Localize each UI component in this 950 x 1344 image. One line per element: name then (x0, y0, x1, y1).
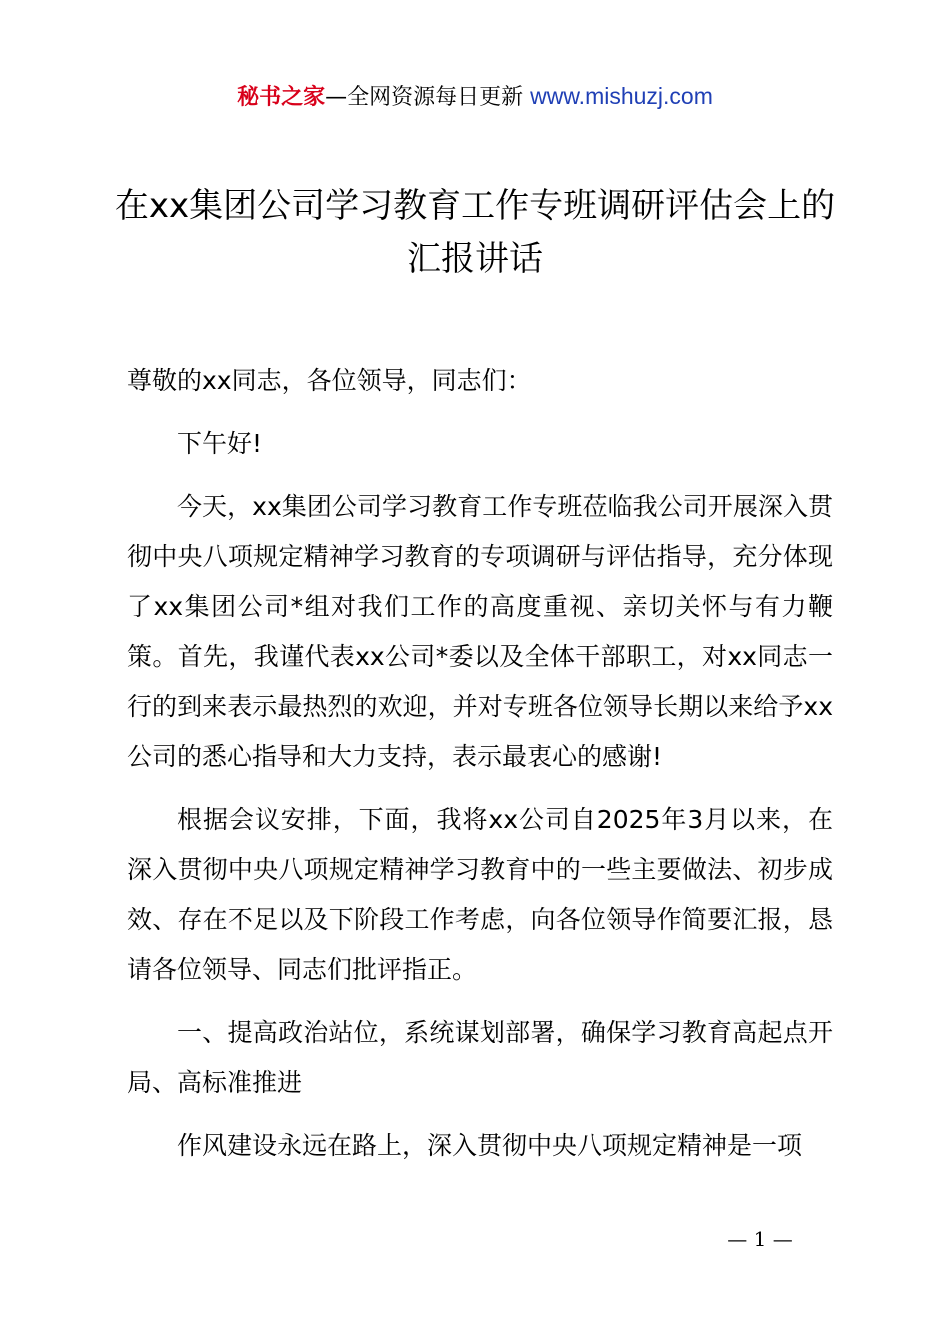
paragraph: 今天，xx集团公司学习教育工作专班莅临我公司开展深入贯彻中央八项规定精神学习教育的专项调研与评估指导，充分体现了xx集团公司*组对我们工作的高度重视、亲切关怀与有力鞭策。首先，我谨代表xx公司*委以及全体干部职工，对xx同志一行的到来表示最热烈的欢迎，并对专班各位领导长期以来给予xx公司的悉心指导和大力支持，表示最衷心的感谢! (127, 492, 833, 771)
paragraph: 下午好! (177, 429, 263, 458)
site-url[interactable]: www.mishuzj.com (530, 83, 713, 109)
paragraph: 根据会议安排，下面，我将xx公司自2025年3月以来，在深入贯彻中央八项规定精神学习教育中的一些主要做法、初步成效、存在不足以及下阶段工作考虑，向各位领导作简要汇报，恳请各位领导、同志们批评指正。 (127, 805, 833, 984)
page-number: — 1 — (727, 1227, 793, 1251)
brand-name: 秘书之家 (237, 85, 326, 110)
paragraph: 作风建设永远在路上，深入贯彻中央八项规定精神是一项 (177, 1131, 803, 1160)
section-heading: 一、提高政治站位，系统谋划部署，确保学习教育高起点开局、高标准推进 (127, 1018, 833, 1097)
header-tagline: —全网资源每日更新 (325, 85, 531, 110)
salutation: 尊敬的xx同志，各位领导，同志们： (127, 366, 532, 395)
document-title: 在xx集团公司学习教育工作专班调研评估会上的汇报讲话 (114, 186, 836, 279)
site-header (0, 79, 950, 115)
document-body (127, 356, 833, 1184)
